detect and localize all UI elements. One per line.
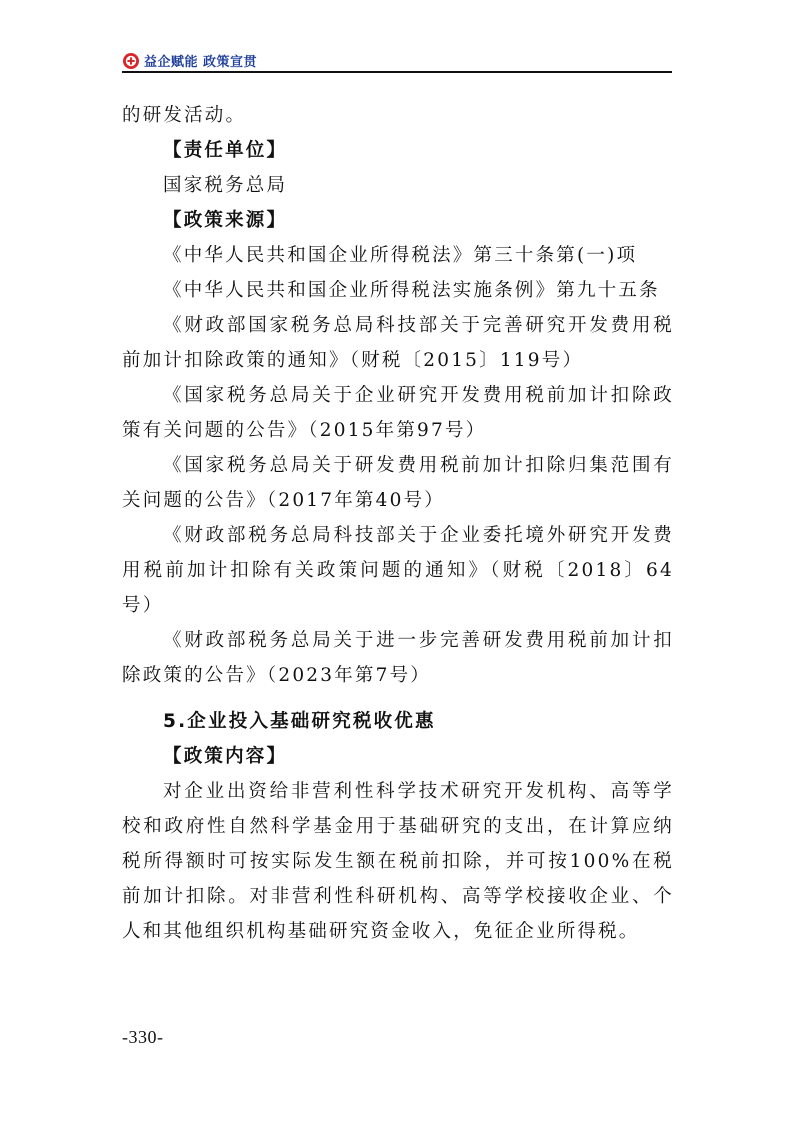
policy-content-text: 对企业出资给非营利性科学技术研究开发机构、高等学校和政府性自然科学基金用于基础研究的支出，在计算应纳税所得额时可按实际发生额在税前扣除，并可按100%在税前加计扣除。对非营利性科研机构、高等学校接收企业、个人和其他组织机构基础研究资金收入，免征企业所得税。	[122, 781, 674, 942]
policy-source-item: 《财政部国家税务总局科技部关于完善研究开发费用税前加计扣除政策的通知》（财税〔2015〕119号）	[122, 315, 674, 371]
page-header	[122, 50, 672, 74]
header-divider	[122, 71, 672, 73]
section-title: 5.企业投入基础研究税收优惠	[163, 711, 436, 732]
heading-responsible-unit: 【责任单位】	[163, 140, 288, 161]
policy-source-item: 《财政部税务总局科技部关于企业委托境外研究开发费用税前加计扣除有关政策问题的通知》（财税〔2018〕64号）	[122, 525, 674, 616]
header-title: 益企赋能 政策宣贯	[144, 55, 258, 70]
heading-policy-source: 【政策来源】	[163, 210, 288, 231]
red-circle-logo-icon	[122, 52, 140, 70]
document-body	[122, 98, 674, 949]
policy-source-item: 《国家税务总局关于研发费用税前加计扣除归集范围有关问题的公告》（2017年第40号）	[122, 455, 674, 511]
responsible-unit-text: 国家税务总局	[163, 175, 288, 196]
paragraph-continuation: 的研发活动。	[122, 105, 247, 126]
policy-source-item: 《国家税务总局关于企业研究开发费用税前加计扣除政策有关问题的公告》（2015年第97号）	[122, 385, 674, 441]
page-number: -330-	[122, 1027, 164, 1047]
heading-policy-content: 【政策内容】	[163, 746, 288, 767]
policy-source-item: 《中华人民共和国企业所得税法实施条例》第九十五条	[163, 280, 660, 301]
policy-source-item: 《财政部税务总局关于进一步完善研发费用税前加计扣除政策的公告》（2023年第7号）	[122, 630, 674, 686]
policy-source-item: 《中华人民共和国企业所得税法》第三十条第(一)项	[163, 245, 638, 266]
